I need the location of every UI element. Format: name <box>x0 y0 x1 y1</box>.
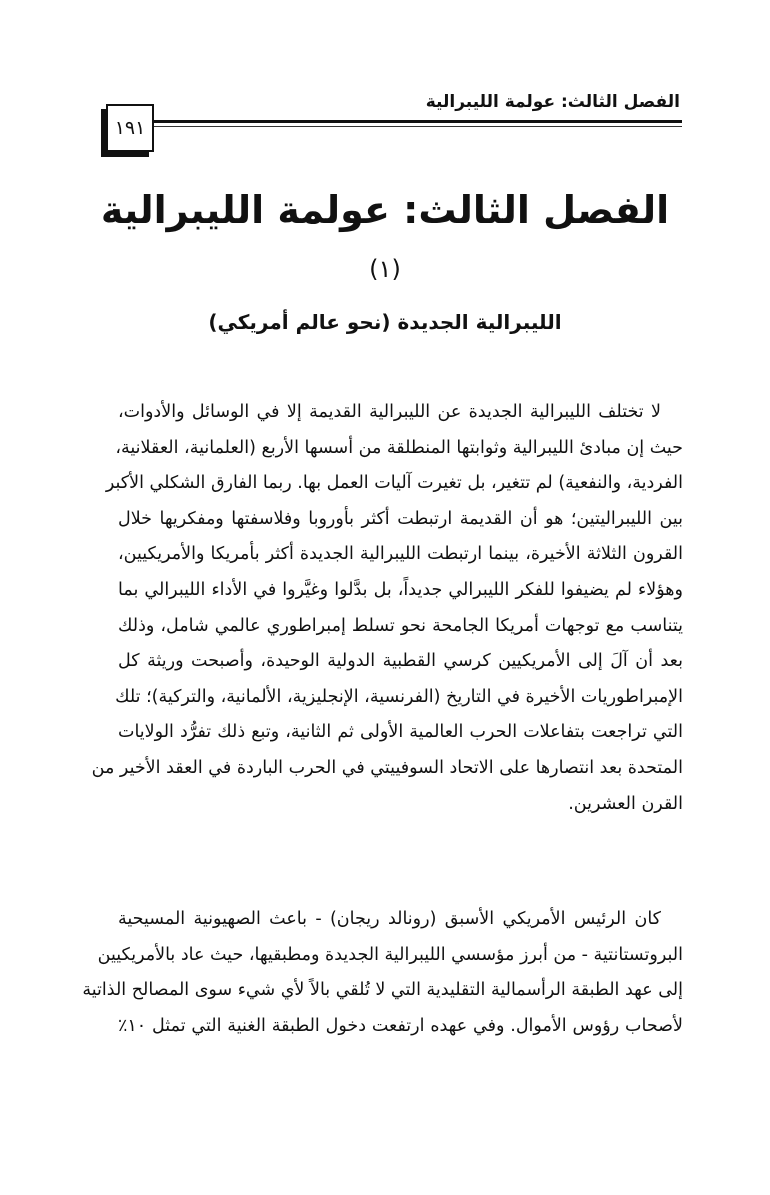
text-line: لأصحاب رؤوس الأموال. وفي عهده ارتفعت دخول الطبقة الغنية التي تمثل ١٠٪ <box>118 1015 683 1036</box>
text-line: لا تختلف الليبرالية الجديدة عن الليبرالية القديمة إلا في الوسائل والأدوات، <box>118 402 661 422</box>
text-line: الفردية، والنفعية) لم تتغير، بل تغيرت آليات العمل بها. ربما الفارق الشكلي الأكبر <box>105 473 683 494</box>
text-line: كان الرئيس الأمريكي الأسبق (رونالد ريجان) - باعث الصهيونية المسيحية <box>118 909 661 929</box>
header-rule <box>150 120 682 123</box>
text-line: يتناسب مع توجهات أمريكا الجامحة نحو تسلط إمبراطوري عالمي شامل، وذلك <box>118 615 683 636</box>
header-rule-thin <box>150 126 682 127</box>
text-line: القرون الثلاثة الأخيرة، بينما ارتبطت الليبرالية الجديدة أكثر بأمريكا والأمريكيين، <box>118 544 683 565</box>
section-title: الليبرالية الجديدة (نحو عالم أمريكي) <box>208 310 562 334</box>
text-line: بعد أن آلَ إلى الأمريكيين كرسي القطبية الدولية الوحيدة، وأصبحت وريثة كل <box>118 651 683 672</box>
text-line: حيث إن مبادئ الليبرالية وثوابتها المنطلقة من أسسها الأربع (العلمانية، العقلانية، <box>115 437 683 458</box>
text-line: التي تراجعت بتفاعلات الحرب العالمية الأولى ثم الثانية، وتبع ذلك تفرُّد الولايات <box>118 722 683 743</box>
text-line: القرن العشرين. <box>568 793 683 814</box>
chapter-title: الفصل الثالث: عولمة الليبرالية <box>100 188 670 232</box>
text-line: إلى عهد الطبقة الرأسمالية التقليدية التي لا تُلقي بالاً لأي شيء سوى المصالح الذاتية <box>82 980 683 1001</box>
text-line: بين الليبراليتين؛ هو أن القديمة ارتبطت أكثر بأوروبا وفلاسفتها ومفكريها خلال <box>118 508 683 529</box>
page-number: ١٩١ <box>106 104 154 152</box>
section-number: (١) <box>369 255 401 283</box>
text-line: الإمبراطوريات الأخيرة في التاريخ (الفرنسية، الإنجليزية، الألمانية، والتركية)؛ تلك <box>115 686 683 707</box>
text-line: البروتستانتية - من أبرز مؤسسي الليبرالية الجديدة ومطبقيها، حيث عاد بالأمريكيين <box>97 944 683 965</box>
running-header: الفصل الثالث: عولمة الليبرالية <box>425 92 680 112</box>
paragraph-1 <box>91 395 683 822</box>
text-line: وهؤلاء لم يضيفوا للفكر الليبرالي جديداً، بل بدَّلوا وغيَّروا في الأداء الليبرالي بما <box>118 579 683 600</box>
text-line: المتحدة بعد انتصارها على الاتحاد السوفييتي في الحرب الباردة في العقد الأخير من <box>91 757 683 778</box>
paragraph-2 <box>82 902 683 1044</box>
